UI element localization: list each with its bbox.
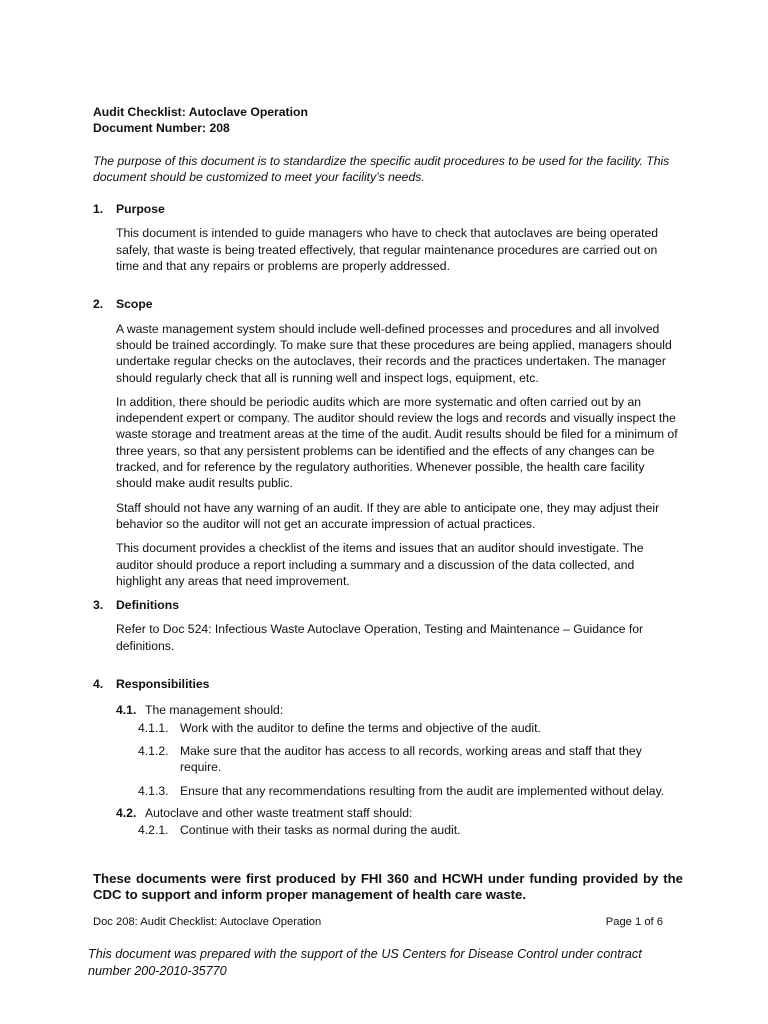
paragraph: Staff should not have any warning of an audit. If they are able to anticipate one, they may adjust their behavior so the auditor will not get an accurate impression of actual practices. <box>116 500 660 531</box>
intro-paragraph: The purpose of this document is to standardize the specific audit procedures to be used for the facility. This document should be customized to meet your facility’s needs. <box>93 153 670 184</box>
subsection-management <box>116 702 683 798</box>
item-number: 4.2.1. <box>138 823 169 838</box>
footer-doc-title: Doc 208: Audit Checklist: Autoclave Operation <box>93 916 322 928</box>
section-responsibilities <box>93 676 683 838</box>
paragraph: Refer to Doc 524: Infectious Waste Autoclave Operation, Testing and Maintenance – Guidance for definitions. <box>116 622 644 653</box>
paragraph: A waste management system should include well-defined processes and procedures and all involved should be trained accordingly. To make sure that these procedures are being applied, managers should undertake regular checks on the autoclaves, their records and the practices undertaken. The manager should regularly check that all is running well and inspect logs, equipment, etc. <box>116 321 672 385</box>
section-title: Responsibilities <box>116 677 210 692</box>
section-scope <box>93 296 683 589</box>
page-footer <box>93 916 663 928</box>
subsection-number: 4.2. <box>116 805 137 820</box>
paragraph: In addition, there should be periodic audits which are more systematic and often carried out by an independent expert or company. The auditor should review the logs and records and visually inspect the waste storage and treatment areas at the time of the audit. Audit results should be filed for a minimum of three years, so that any persistent problems can be identified and the effects of any changes can be tracked, and for reference by the regulatory authorities. Whenever possible, the health care facility should make audit results public. <box>116 394 678 491</box>
subsection-heading <box>116 702 683 718</box>
item-text: Continue with their tasks as normal during the audit. <box>180 823 461 838</box>
section-definitions <box>93 597 683 654</box>
section-title: Purpose <box>116 202 165 217</box>
section-title: Definitions <box>116 598 179 613</box>
section-heading <box>93 201 683 217</box>
list-item <box>138 720 683 736</box>
section-purpose <box>93 201 683 274</box>
list-item <box>138 743 683 776</box>
document-title: Audit Checklist: Autoclave Operation <box>93 105 308 119</box>
section-heading <box>93 597 683 613</box>
section-number: 4. <box>93 677 104 692</box>
list-item <box>138 822 683 838</box>
section-heading <box>93 676 683 692</box>
section-body <box>116 225 683 274</box>
section-title: Scope <box>116 297 153 312</box>
item-number: 4.1.3. <box>138 783 169 798</box>
subsection-heading <box>116 805 683 821</box>
funding-notice: These documents were first produced by FHI 360 and HCWH under funding provided by the CDC to support and inform proper management of health care waste. <box>93 871 683 902</box>
section-number: 3. <box>93 598 104 613</box>
subsection-number: 4.1. <box>116 703 137 718</box>
document-body <box>93 104 683 838</box>
list-item <box>138 783 683 799</box>
section-body <box>116 621 683 654</box>
page-number: Page 1 of 6 <box>605 916 663 928</box>
subsection-label: Autoclave and other waste treatment staff should: <box>145 805 413 820</box>
subsection-staff <box>116 805 683 839</box>
support-statement: This document was prepared with the support of the US Centers for Disease Control under contract number 200-2010-35770 <box>88 947 642 978</box>
paragraph: This document is intended to guide managers who have to check that autoclaves are being operated safely, that waste is being treated effectively, that regular maintenance procedures are carried out on time and that any repairs or problems are properly addressed. <box>116 226 659 274</box>
section-heading <box>93 296 683 312</box>
item-number: 4.1.1. <box>138 720 169 735</box>
section-number: 2. <box>93 297 104 312</box>
item-text: Ensure that any recommendations resulting from the audit are implemented without delay. <box>180 783 665 798</box>
item-number: 4.1.2. <box>138 743 169 758</box>
document-number: Document Number: 208 <box>93 121 230 136</box>
item-text: Work with the auditor to define the terms and objective of the audit. <box>180 720 541 735</box>
paragraph: This document provides a checklist of the items and issues that an auditor should investigate. The auditor should produce a report including a summary and a discussion of the data collected, and highlight any areas that need improvement. <box>116 541 644 588</box>
item-list <box>138 720 683 799</box>
section-number: 1. <box>93 202 104 217</box>
section-body <box>116 321 683 589</box>
item-text: Make sure that the auditor has access to all records, working areas and staff that they require. <box>180 743 642 775</box>
subsection-label: The management should: <box>145 703 284 718</box>
item-list <box>138 822 683 838</box>
